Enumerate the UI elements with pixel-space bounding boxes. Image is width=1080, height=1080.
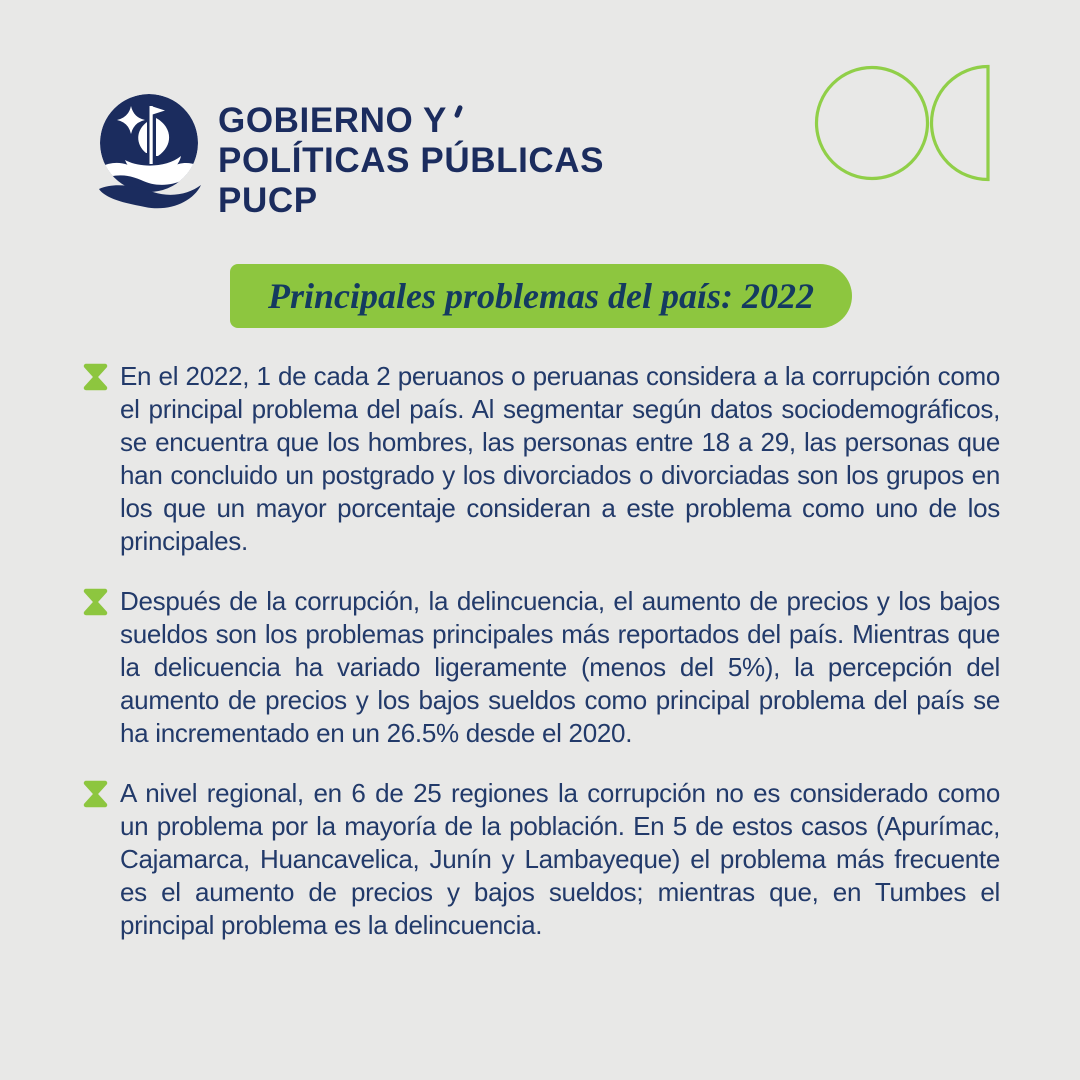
bullet-paragraph-1: En el 2022, 1 de cada 2 peruanos o peruanas considera a la corrupción como el principal problema del país. Al segmentar según datos sociodemográficos, se encuentra que los hombres, las personas entre 18 a 29, las personas que han concluido un postgrado y los divorciados o divorciadas son los grupos en los que un mayor porcentaje consideran a este problema como uno de los principales.: [120, 361, 1000, 556]
list-item: [82, 360, 1002, 558]
hourglass-bullet-icon: [82, 587, 109, 617]
logo-line-1: [218, 101, 604, 141]
decorative-circle-shapes-icon: [808, 58, 1003, 193]
title-banner: [230, 264, 852, 328]
logo-line-3: PUCP: [218, 181, 318, 220]
page-title: Principales problemas del país: 2022: [268, 276, 814, 316]
pucp-ship-logo-icon: [95, 86, 217, 218]
bullet-paragraph-2: Después de la corrupción, la delincuencia, el aumento de precios y los bajos sueldos son los problemas principales más reportados del país. Mientras que la delicuencia ha variado ligeramente (menos del 5%), la percepción del aumento de precios y los bajos sueldos como principal problema del país se ha incrementado en un 26.5% desde el 2020.: [120, 586, 1000, 748]
bullet-list: [82, 360, 1002, 969]
logo-line-1-text: GOBIERNO Y: [218, 101, 448, 140]
bullet-paragraph-3: A nivel regional, en 6 de 25 regiones la corrupción no es considerado como un problema por la mayoría de la población. En 5 de estos casos (Apurímac, Cajamarca, Huancavelica, Junín y Lambayeque) el problema más frecuente es el aumento de precios y bajos sueldos; mientras que, en Tumbes el principal problema es la delincuencia.: [120, 778, 1000, 940]
hourglass-bullet-icon: [82, 779, 109, 809]
list-item: [82, 585, 1002, 750]
logo-line-2: POLÍTICAS PÚBLICAS: [218, 141, 605, 180]
list-item: [82, 777, 1002, 942]
logo-wordmark: [218, 101, 604, 221]
logo-accent-mark: [454, 105, 464, 119]
hourglass-bullet-icon: [82, 362, 109, 392]
